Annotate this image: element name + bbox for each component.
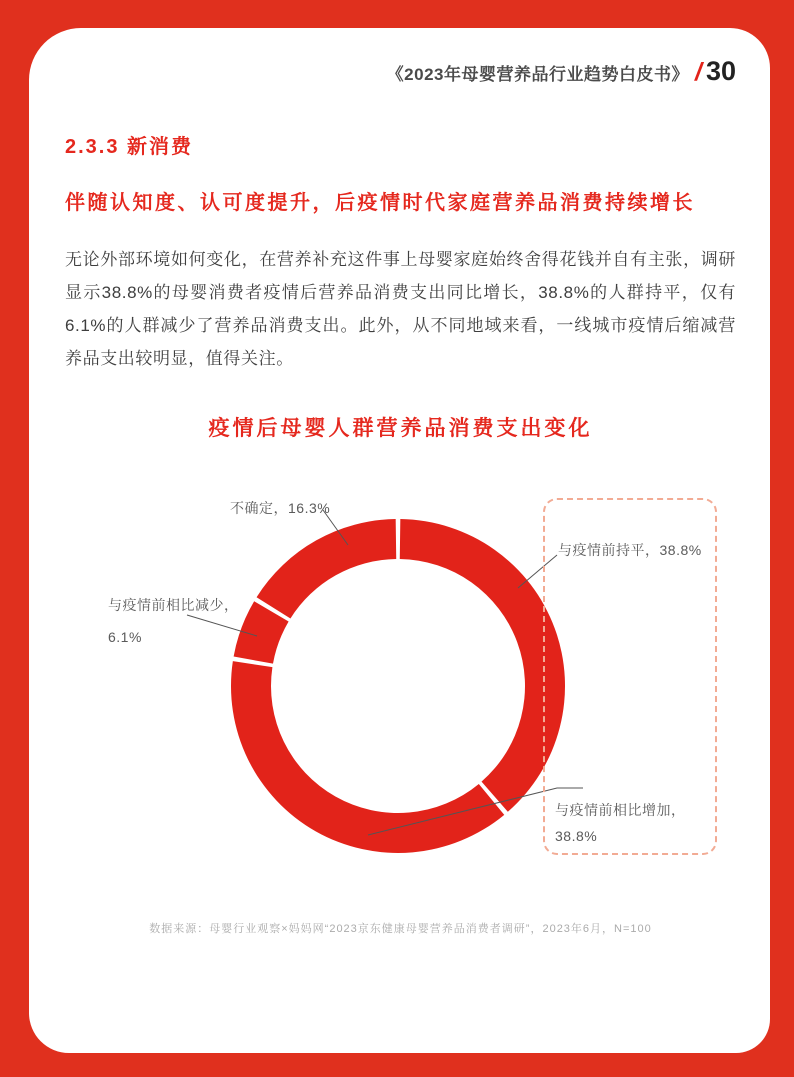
donut-chart	[29, 453, 770, 898]
label-decrease-text: 与疫情前相比减少，	[108, 597, 239, 613]
label-increase	[555, 797, 686, 849]
donut-slices	[231, 519, 565, 853]
page-header	[65, 28, 736, 85]
page-card	[29, 28, 770, 1053]
donut-slice-0	[400, 519, 565, 812]
section-heading: 2.3.3 新消费	[65, 136, 194, 158]
label-decrease	[108, 592, 239, 650]
document-title: 《2023年母婴营养品行业趋势白皮书》	[386, 64, 689, 84]
body-paragraph: 无论外部环境如何变化，在营养补充这件事上母婴家庭始终舍得花钱并自有主张，调研显示38.8%的母婴消费者疫情后营养品消费支出同比增长，38.8%的人群持平，仅有6.1%的人群减少了营养品消费支出。此外，从不同地域来看，一线城市疫情后缩减营养品支出较明显，值得关注。	[65, 250, 736, 368]
section-subtitle: 伴随认知度、认可度提升，后疫情时代家庭营养品消费持续增长	[65, 192, 695, 214]
header-slash-divider: /	[695, 58, 702, 86]
page-number: 30	[705, 56, 736, 86]
donut-slice-3	[257, 519, 397, 618]
donut-slice-1	[231, 661, 504, 853]
label-decrease-value: 6.1%	[108, 629, 142, 645]
label-same: 与疫情前持平，38.8%	[558, 542, 702, 558]
data-source-note: 数据来源：母婴行业观察×妈妈网“2023京东健康母婴营养品消费者调研”，2023年6月，N=100	[149, 923, 652, 935]
label-uncertain: 不确定，16.3%	[230, 500, 331, 516]
label-increase-value: 38.8%	[555, 828, 598, 844]
label-increase-text: 与疫情前相比增加，	[555, 802, 686, 818]
leader-line-same	[518, 555, 557, 588]
chart-title: 疫情后母婴人群营养品消费支出变化	[208, 417, 593, 440]
